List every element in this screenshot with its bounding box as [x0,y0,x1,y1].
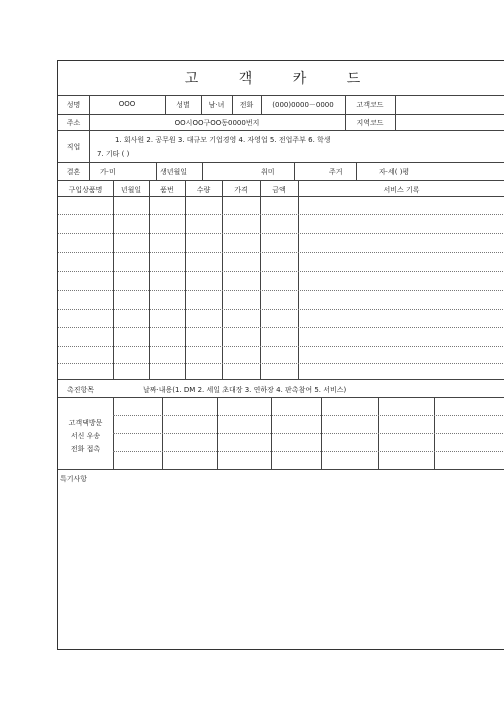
hobby-field[interactable] [295,163,325,180]
col-header-product: 구입상품명 [68,186,103,194]
divider [113,180,114,379]
marriage-label: 결혼 [66,168,81,176]
col-header-item-no: 품번 [160,186,174,194]
visit-row[interactable] [113,415,504,416]
col-header-service-record: 서비스 기록 [383,186,420,194]
table-row[interactable] [58,346,504,347]
col-header-quantity: 수량 [196,186,211,194]
divider [260,180,261,379]
divider [58,180,504,181]
residence-label: 주거 [329,168,343,176]
job-options-line2[interactable]: 7. 기타 ( ) [97,150,130,158]
customer-code-label: 고객코드 [356,101,384,109]
table-row[interactable] [58,271,504,272]
table-row[interactable] [58,252,504,253]
residence-value[interactable]: 자·세( )평 [379,168,410,176]
card-title: 고 객 카 드 [184,71,379,87]
table-row[interactable] [58,327,504,328]
divider [58,196,504,197]
visit-row[interactable] [113,451,504,452]
promotion-value[interactable]: 날짜·내용(1. DM 2. 세일 초대장 3. 연하장 4. 판촉참여 5. 서비스) [143,386,347,394]
divider [89,162,90,180]
divider [58,162,504,163]
promotion-label: 촉진항목 [67,386,95,394]
hobby-label: 취미 [261,168,275,176]
customer-card-form [57,60,504,650]
divider [185,180,186,379]
name-value[interactable]: OOO [118,100,136,108]
birthday-field[interactable] [203,163,253,180]
divider [156,162,157,180]
divider [58,397,504,398]
address-label: 주소 [66,119,81,127]
marriage-value[interactable]: 가·미 [100,168,116,176]
notes-label: 특기사항 [60,475,88,483]
phone-value[interactable]: (000)0000－0000 [272,101,334,109]
divider [222,180,223,379]
col-header-price: 가격 [234,186,248,194]
col-header-date: 년월일 [120,186,142,194]
visit-label-line2: 서신 우송 [70,432,101,440]
gender-label: 성별 [176,101,190,109]
birthday-label: 생년월일 [160,168,188,176]
notes-field[interactable] [59,485,504,647]
region-code-field[interactable] [396,115,504,130]
table-row[interactable] [58,233,504,234]
customer-code-field[interactable] [396,96,504,114]
divider [149,180,150,379]
job-label: 직업 [66,143,81,151]
region-code-label: 지역코드 [356,119,384,127]
divider [58,469,504,470]
address-value[interactable]: OO시OO구OO동0000번지 [174,119,260,127]
col-header-amount: 금액 [272,186,286,194]
table-row[interactable] [58,290,504,291]
divider [298,180,299,379]
name-label: 성명 [66,101,81,109]
table-row[interactable] [58,363,504,364]
visit-label-line1: 고객댁방문 [68,419,103,427]
visit-label-line3: 전화 접촉 [70,445,101,453]
job-options-line1[interactable]: 1. 회사원 2. 공무원 3. 대규모 기업경영 4. 자영업 5. 전업주부 6. 학생 [115,136,331,144]
table-row[interactable] [58,309,504,310]
divider [58,130,504,131]
phone-label: 전화 [239,101,254,109]
divider [89,130,90,162]
visit-row[interactable] [113,433,504,434]
gender-value[interactable]: 남·녀 [208,101,225,109]
divider [58,379,504,380]
table-row[interactable] [58,214,504,215]
divider [356,162,357,180]
